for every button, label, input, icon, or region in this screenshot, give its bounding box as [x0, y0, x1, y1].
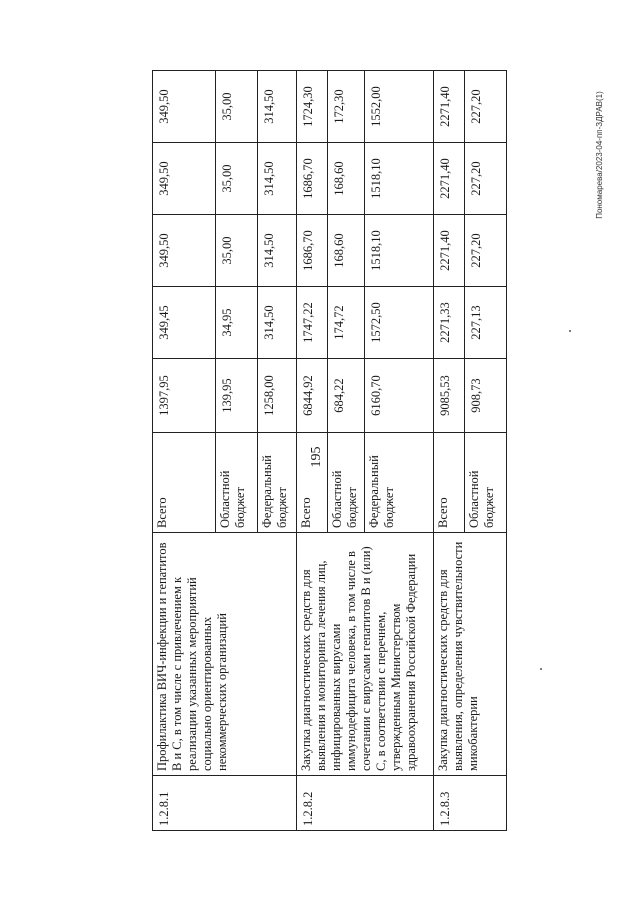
value-year: 172,30: [328, 71, 365, 143]
value-year: 168,60: [328, 143, 365, 215]
value-year: 349,50: [153, 71, 216, 143]
value-total: 684,22: [328, 359, 365, 433]
value-year: 314,50: [258, 143, 297, 215]
budget-table-wrapper: [152, 71, 506, 831]
value-total: 6160,70: [365, 359, 434, 433]
funding-source: Областной бюджет: [328, 433, 365, 533]
item-description: Закупка диагностических средств для выявления и мониторинга лечения лиц, инфицированных вирусами иммунодефицита человека, в том числе в сочетании с вирусами гепатитов B и (или) C, в соответствии с перечнем, утвержденным Министерством здравоохранения Российской Федерации: [297, 533, 434, 776]
value-year: 1724,30: [297, 71, 328, 143]
item-code: 1.2.8.1: [153, 776, 297, 831]
value-year: 35,00: [216, 71, 258, 143]
value-year: 1552,00: [365, 71, 434, 143]
value-year: 1518,10: [365, 215, 434, 287]
value-year: 1686,70: [297, 215, 328, 287]
funding-source: Всего: [297, 433, 328, 533]
document-stamp: Пономарева/2023-04-пп-ЗДРАВ(1): [595, 91, 604, 219]
value-total: 908,73: [465, 359, 507, 433]
item-description: Профилактика ВИЧ-инфекции и гепатитов B и C, в том числе с привлечением к реализации указанных мероприятий социально ориентированных некоммерческих организаций: [153, 533, 297, 776]
value-year: 227,20: [465, 143, 507, 215]
value-year: 227,20: [465, 71, 507, 143]
value-year: 2271,40: [434, 143, 465, 215]
value-year: 168,60: [328, 215, 365, 287]
funding-source: Федеральный бюджет: [365, 433, 434, 533]
scan-speck: [569, 330, 571, 332]
table-row: [434, 71, 465, 831]
value-year: 35,00: [216, 143, 258, 215]
value-total: 1397,95: [153, 359, 216, 433]
table-row: [297, 71, 328, 831]
funding-source: Областной бюджет: [465, 433, 507, 533]
value-year: 35,00: [216, 215, 258, 287]
budget-table: [152, 70, 507, 831]
value-year: 349,45: [153, 287, 216, 359]
item-code: 1.2.8.2: [297, 776, 434, 831]
funding-source: Всего: [434, 433, 465, 533]
value-year: 349,50: [153, 143, 216, 215]
value-year: 314,50: [258, 71, 297, 143]
value-year: 314,50: [258, 287, 297, 359]
value-total: 1258,00: [258, 359, 297, 433]
value-year: 227,13: [465, 287, 507, 359]
value-year: 174,72: [328, 287, 365, 359]
value-year: 2271,40: [434, 215, 465, 287]
value-year: 1747,22: [297, 287, 328, 359]
value-year: 34,95: [216, 287, 258, 359]
value-year: 349,50: [153, 215, 216, 287]
value-year: 227,20: [465, 215, 507, 287]
value-year: 1686,70: [297, 143, 328, 215]
page-number: 195: [309, 446, 324, 468]
value-total: 9085,53: [434, 359, 465, 433]
funding-source: Всего: [153, 433, 216, 533]
table-row: [153, 71, 216, 831]
item-code: 1.2.8.3: [434, 776, 507, 831]
value-total: 139,95: [216, 359, 258, 433]
value-total: 6844,92: [297, 359, 328, 433]
value-year: 2271,33: [434, 287, 465, 359]
scan-speck: [540, 668, 542, 670]
value-year: 1518,10: [365, 143, 434, 215]
value-year: 314,50: [258, 215, 297, 287]
value-year: 2271,40: [434, 71, 465, 143]
value-year: 1572,50: [365, 287, 434, 359]
funding-source: Областной бюджет: [216, 433, 258, 533]
item-description: Закупка диагностических средств для выявления, определения чувствительности микобактерии: [434, 533, 507, 776]
funding-source: Федеральный бюджет: [258, 433, 297, 533]
